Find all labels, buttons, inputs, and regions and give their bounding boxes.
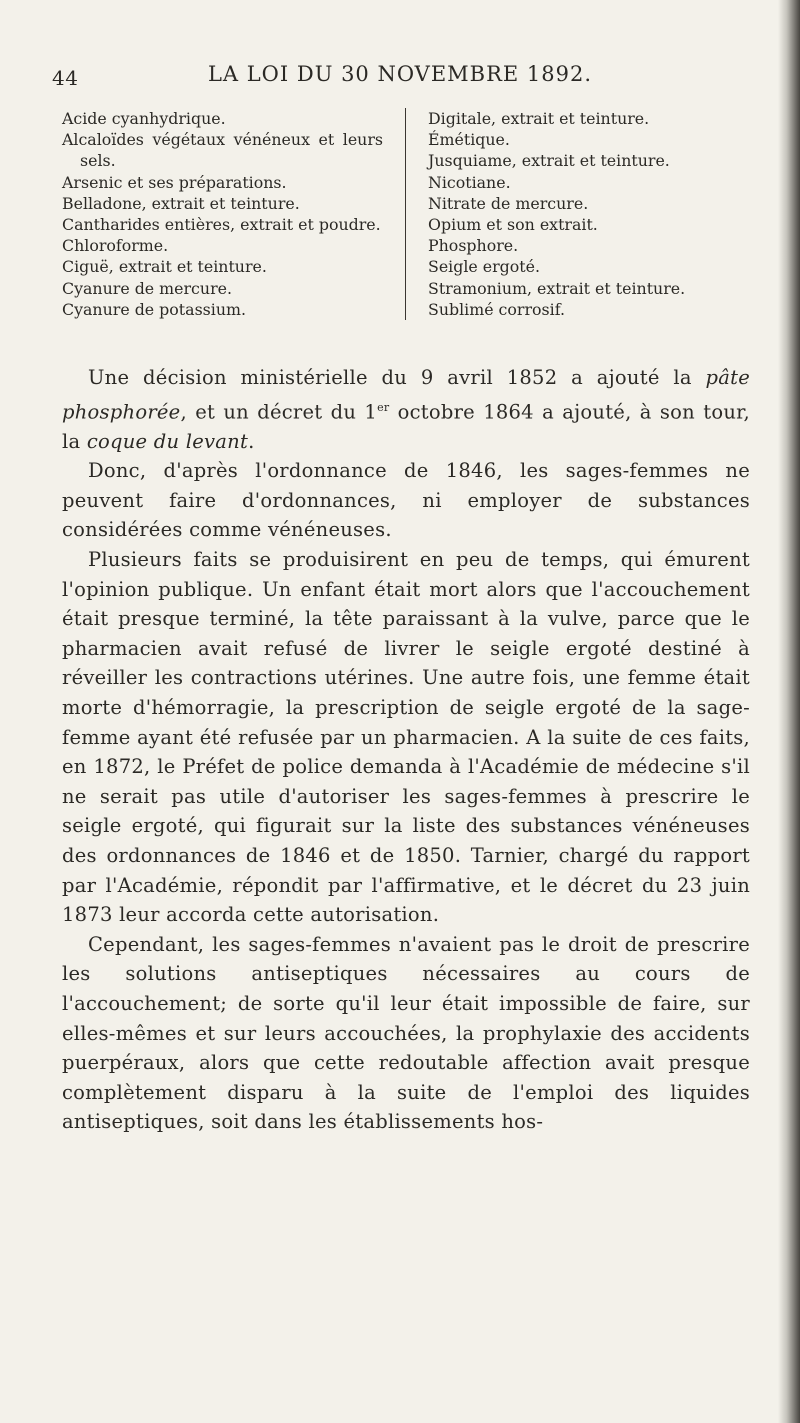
running-title: LA LOI DU 30 NOVEMBRE 1892. <box>207 62 593 86</box>
text-run: octobre 1864 a ajouté, à son tour, la <box>62 400 751 453</box>
italic-term: coque du levant <box>86 429 249 453</box>
substance-list <box>62 108 750 320</box>
paragraph-2: Donc, d'après l'ordonnance de 1846, les sages-femmes ne peuvent faire d'ordonnances, ni employer de substances considérées comme vénéneuses. <box>62 459 750 542</box>
list-item: Arsenic et ses préparations. <box>62 172 287 192</box>
paragraph-3: Plusieurs faits se produisirent en peu de temps, qui émurent l'opinion publique. Un enfant était mort alors que l'accouchement était presque terminé, la tête paraissant à la vulve, parce que le pharmacien avait refusé de livrer le seigle ergoté destiné à réveiller les contractions utérines. Une autre fois, une femme était morte d'hémorragie, la prescription de seigle ergoté de la sage-femme ayant été refusée par un pharmacien. A la suite de ces faits, en 1872, le Préfet de police demanda à l'Académie de médecine s'il ne serait pas utile d'autoriser les sages-femmes à prescrire le seigle ergoté, qui figurait sur la liste des substances vénéneuses des ordonnances de 1846 et de 1850. Tarnier, chargé du rapport par l'Académie, répondit par l'affirmative, et le décret du 23 juin 1873 leur accorda cette autorisation. <box>62 548 750 927</box>
text-run: Une décision ministérielle du 9 avril 1852 a ajouté la <box>88 366 706 389</box>
page-edge-shadow <box>778 0 800 1423</box>
list-item: Cyanure de mercure. <box>62 278 233 298</box>
italic-term: pâte phosphorée <box>62 366 750 424</box>
list-item: Nitrate de mercure. <box>428 193 589 213</box>
substance-column-right <box>406 108 750 320</box>
text-run: , et un décret du 1 <box>180 400 378 424</box>
list-item: Émétique. <box>428 130 510 150</box>
list-item: Digitale, extrait et teinture. <box>428 109 650 128</box>
paragraph-4: Cependant, les sages-femmes n'avaient pas le droit de prescrire les solutions antiseptiques nécessaires au cours de l'accouchement; de sorte qu'il leur était impossible de faire, sur elles-mêmes et sur leurs accouchées, la prophylaxie des accidents puerpéraux, alors que cette redoutable affection avait presque complètement disparu à la suite de l'emploi des liquides antiseptiques, soit dans les établissements hos- <box>62 932 750 1134</box>
list-item: Phosphore. <box>428 236 519 256</box>
list-item: Jusquiame, extrait et teinture. <box>428 151 670 171</box>
list-item: Belladone, extrait et teinture. <box>62 193 300 213</box>
list-item: Stramonium, extrait et teinture. <box>428 278 686 298</box>
paragraph-1 <box>62 363 750 456</box>
list-item: Opium et son extrait. <box>428 215 598 235</box>
list-item: Cyanure de potassium. <box>62 299 247 319</box>
list-item: Seigle ergoté. <box>428 257 540 277</box>
list-item: Ciguë, extrait et teinture. <box>62 257 267 277</box>
list-item: Chloroforme. <box>62 236 169 256</box>
body-text <box>62 363 750 1137</box>
list-item: Cantharides entières, extrait et poudre. <box>62 215 381 235</box>
substance-column-left <box>62 108 406 320</box>
superscript: er <box>377 400 390 414</box>
list-item: Nicotiane. <box>428 172 511 192</box>
page-number: 44 <box>52 66 79 90</box>
list-item: Sublimé corrosif. <box>428 299 565 319</box>
text-run: . <box>248 429 255 453</box>
list-item: Alcaloïdes végétaux vénéneux et leurs sels. <box>62 130 383 171</box>
list-item: Acide cyanhydrique. <box>62 109 226 128</box>
